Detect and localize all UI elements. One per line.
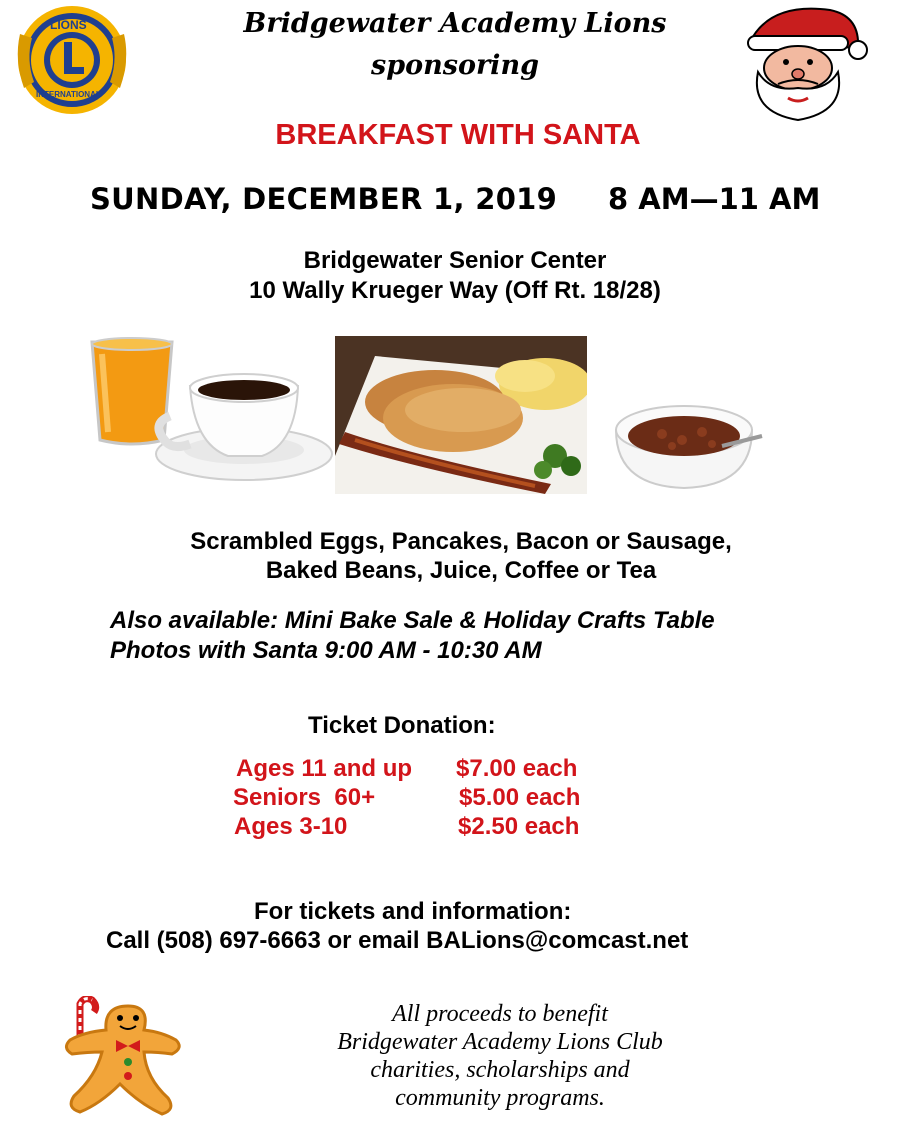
- contact-line1: For tickets and information:: [254, 898, 572, 925]
- ticket-label: Seniors 60+: [233, 784, 376, 811]
- ticket-price: [458, 813, 579, 841]
- venue-address: 10 Wally Krueger Way (Off Rt. 18/28): [249, 277, 661, 304]
- pancake-plate-icon: [335, 336, 587, 494]
- closing-line4: community programs.: [395, 1085, 605, 1111]
- logo-text-top: LIONS: [50, 18, 87, 32]
- ticket-row: [234, 813, 347, 841]
- ticket-row: [233, 784, 375, 812]
- contact-line2: Call (508) 697-6663 or email BALions@comcast.net: [106, 927, 689, 954]
- logo-text-bottom: INTERNATIONAL: [36, 90, 101, 99]
- coffee-cup-icon: [150, 366, 336, 482]
- ticket-price-value: $7.00 each: [456, 755, 578, 782]
- ticket-row: [236, 755, 412, 783]
- gingerbread-man-icon: [54, 996, 204, 1122]
- header-line1: Bridgewater Academy Lions: [243, 8, 667, 39]
- event-date: SUNDAY, DECEMBER 1, 2019: [90, 182, 558, 216]
- extras-line2: Photos with Santa 9:00 AM - 10:30 AM: [110, 637, 542, 664]
- ticket-label: Ages 11 and up: [236, 755, 413, 782]
- event-title: BREAKFAST WITH SANTA: [275, 119, 641, 151]
- ticket-price-value: $2.50 each: [458, 813, 580, 840]
- ticket-label: Ages 3-10: [234, 813, 348, 840]
- event-time: 8 AM—11 AM: [608, 182, 821, 216]
- ticket-price: [459, 784, 580, 812]
- santa-icon: [730, 2, 870, 122]
- venue-name: Bridgewater Senior Center: [303, 247, 607, 274]
- closing-line3: charities, scholarships and: [370, 1057, 630, 1083]
- ticket-price: [456, 755, 577, 783]
- extras-line1: Also available: Mini Bake Sale & Holiday Crafts Table: [110, 607, 715, 634]
- menu-line1: Scrambled Eggs, Pancakes, Bacon or Sausage,: [190, 528, 732, 555]
- closing-line2: Bridgewater Academy Lions Club: [337, 1029, 663, 1055]
- closing-line1: All proceeds to benefit: [392, 1001, 608, 1027]
- menu-line2: Baked Beans, Juice, Coffee or Tea: [265, 557, 657, 584]
- ticket-price-value: $5.00 each: [459, 784, 581, 811]
- ticket-heading: Ticket Donation:: [308, 712, 496, 739]
- baked-beans-icon: [612, 400, 764, 492]
- header-line2: sponsoring: [371, 50, 539, 81]
- lions-logo-icon: [14, 4, 130, 116]
